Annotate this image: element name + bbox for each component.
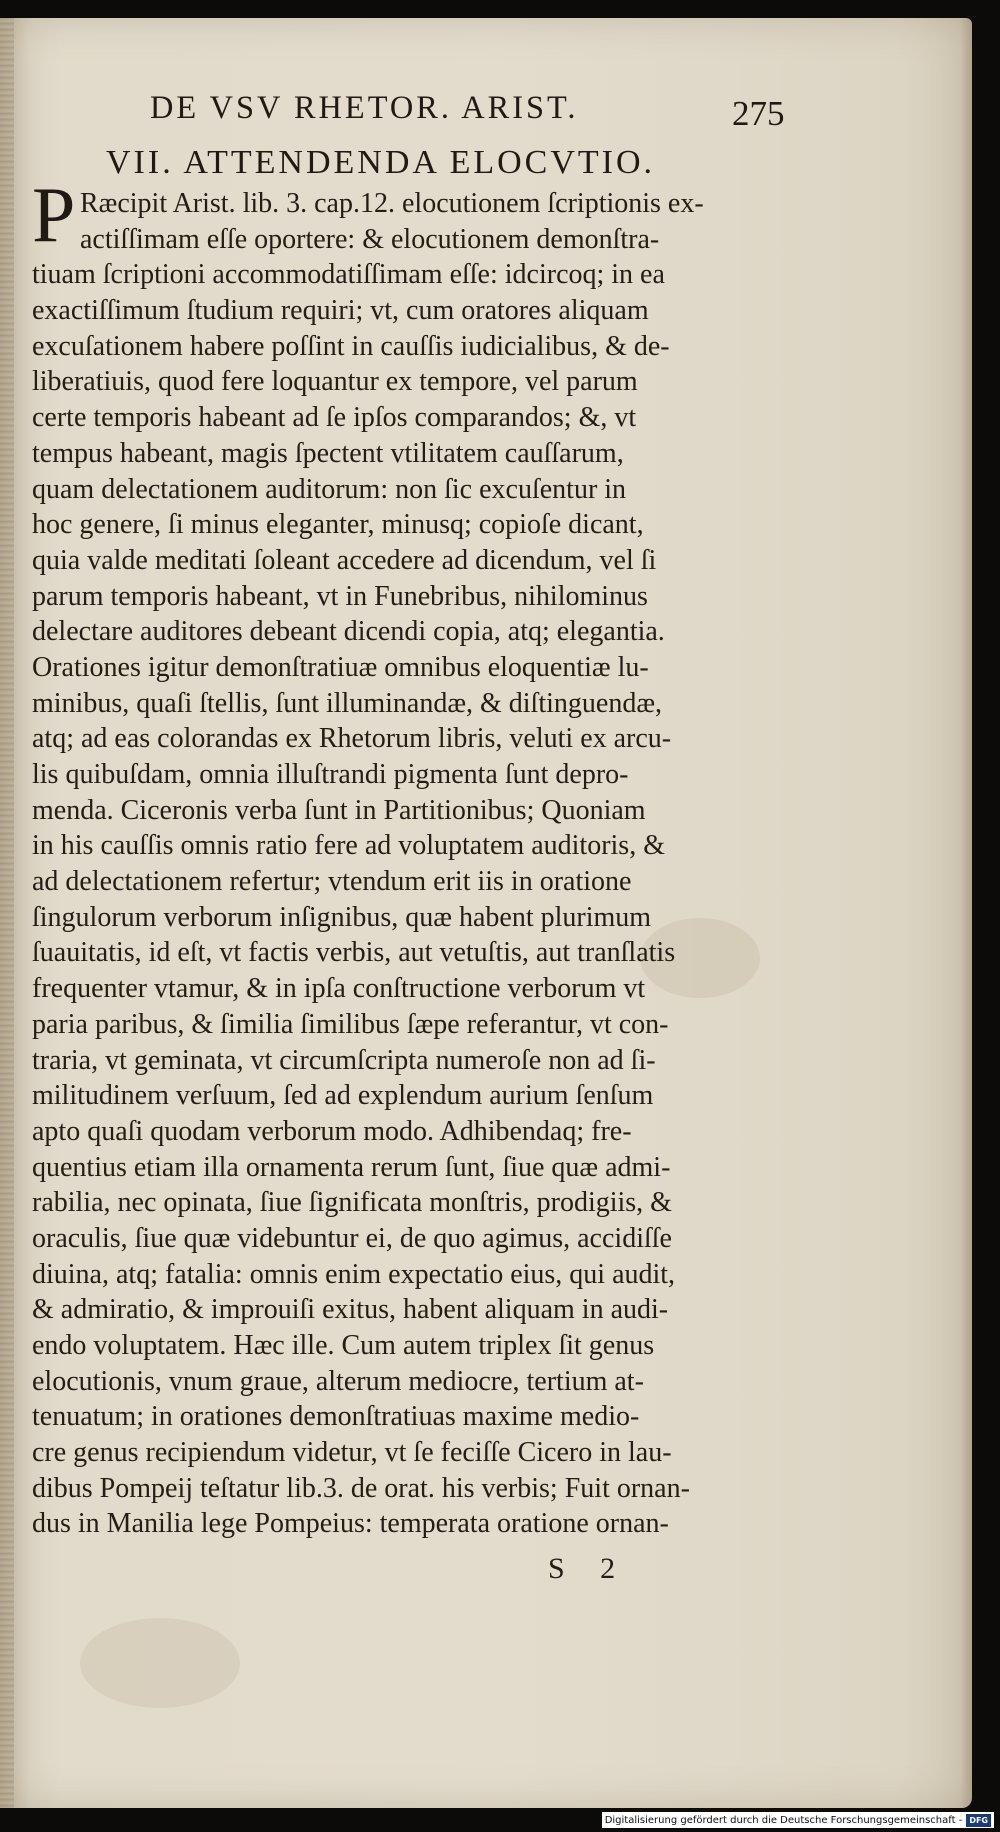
credit-text: Digitalisierung gefördert durch die Deutsche Forschungsgemeinschaft - bbox=[604, 1814, 963, 1826]
text-line: ſuauitatis, id eſt, vt factis verbis, aut vetuſtis, aut tranſlatis bbox=[32, 937, 676, 969]
text-line: certe temporis habeant ad ſe ipſos comparandos; &, vt bbox=[32, 402, 637, 434]
drop-cap: P bbox=[32, 171, 76, 258]
text-line: apto quaſi quodam verborum modo. Adhibendaq; fre- bbox=[32, 1115, 632, 1147]
page-gutter bbox=[0, 18, 14, 1808]
text-line: excuſationem habere poſſint in cauſſis iudicialibus, & de- bbox=[32, 330, 670, 362]
signature-mark: S 2 bbox=[548, 1552, 630, 1585]
text-line: endo voluptatem. Hæc ille. Cum autem triplex ſit genus bbox=[32, 1330, 655, 1361]
text-line: paria paribus, & ſimilia ſimilibus ſæpe referantur, vt con- bbox=[32, 1008, 669, 1040]
text-line: quam delectationem auditorum: non ſic excuſentur in bbox=[32, 473, 627, 505]
body-text bbox=[32, 186, 784, 1542]
text-line: tenuatum; in orationes demonſtratiuas maxime medio- bbox=[32, 1401, 640, 1433]
digitization-credit bbox=[602, 1812, 994, 1828]
text-line: tiuam ſcriptioni accommodatiſſimam eſſe: idcircoq; in ea bbox=[32, 259, 665, 291]
text-line: dibus Pompeij teſtatur lib.3. de orat. his verbis; Fuit ornan- bbox=[32, 1472, 690, 1504]
paper-stain bbox=[80, 1618, 240, 1708]
text-line: liberatiuis, quod fere loquantur ex tempore, vel parum bbox=[32, 366, 638, 398]
text-line: lis quibuſdam, omnia illuſtrandi pigmenta ſunt depro- bbox=[32, 759, 629, 790]
book-page bbox=[0, 18, 972, 1808]
text-line: delectare auditores debeant dicendi copia, atq; elegantia. bbox=[32, 616, 665, 648]
text-line: quia valde meditati ſoleant accedere ad dicendum, vel ſi bbox=[32, 544, 657, 576]
text-line: militudinem verſuum, ſed ad explendum aurium ſenſum bbox=[32, 1080, 654, 1112]
text-line: menda. Ciceronis verba ſunt in Partitionibus; Quoniam bbox=[32, 794, 646, 826]
text-line: ſingulorum verborum inſignibus, quæ habent plurimum bbox=[32, 901, 652, 933]
text-line: traria, vt geminata, vt circumſcripta numeroſe non ad ſi- bbox=[32, 1044, 656, 1076]
text-line: minibus, quaſi ſtellis, ſunt illuminandæ, & diſtinguendæ, bbox=[32, 687, 662, 719]
running-head: DE VSV RHETOR. ARIST. bbox=[150, 90, 579, 126]
text-line: Orationes igitur demonſtratiuæ omnibus eloquentiæ lu- bbox=[32, 651, 649, 683]
text-line: oraculis, ſiue quæ videbuntur ei, de quo agimus, accidiſſe bbox=[32, 1222, 672, 1254]
page-number: 275 bbox=[732, 94, 785, 133]
text-line: & admiratio, & improuiſi exitus, habent aliquam in audi- bbox=[32, 1294, 669, 1326]
text-line: in his cauſſis omnis ratio fere ad voluptatem auditoris, & bbox=[32, 830, 665, 862]
text-line: cre genus recipiendum videtur, vt ſe feciſſe Cicero in lau- bbox=[32, 1437, 672, 1469]
text-line: exactiſſimum ſtudium requiri; vt, cum oratores aliquam bbox=[32, 295, 649, 327]
text-line: dus in Manilia lege Pompeius: temperata oratione ornan- bbox=[32, 1508, 669, 1540]
text-line: rabilia, nec opinata, ſiue ſignificata monſtris, prodigiis, & bbox=[32, 1187, 672, 1219]
dfg-logo-icon: DFG bbox=[966, 1814, 991, 1827]
text-line: ad delectationem refertur; vtendum erit iis in oratione bbox=[32, 866, 632, 898]
text-line: frequenter vtamur, & in ipſa conſtructione verborum vt bbox=[32, 973, 646, 1005]
text-line: actiſſimam eſſe oportere: & elocutionem demonſtra- bbox=[80, 223, 660, 255]
section-heading: VII. ATTENDENDA ELOCVTIO. bbox=[106, 144, 656, 181]
text-line: quentius etiam illa ornamenta rerum ſunt, ſiue quæ admi- bbox=[32, 1151, 671, 1183]
text-line: atq; ad eas colorandas ex Rhetorum libris, veluti ex arcu- bbox=[32, 723, 672, 755]
text-line: hoc genere, ſi minus eleganter, minusq; copioſe dicant, bbox=[32, 509, 644, 541]
text-line: Ræcipit Arist. lib. 3. cap.12. elocutionem ſcriptionis ex- bbox=[80, 188, 704, 219]
text-line: diuina, atq; fatalia: omnis enim expectatio eius, qui audit, bbox=[32, 1258, 676, 1290]
text-line: parum temporis habeant, vt in Funebribus, nihilominus bbox=[32, 580, 648, 612]
text-line: elocutionis, vnum graue, alterum mediocre, tertium at- bbox=[32, 1365, 644, 1397]
text-line: tempus habeant, magis ſpectent vtilitatem cauſſarum, bbox=[32, 437, 624, 469]
